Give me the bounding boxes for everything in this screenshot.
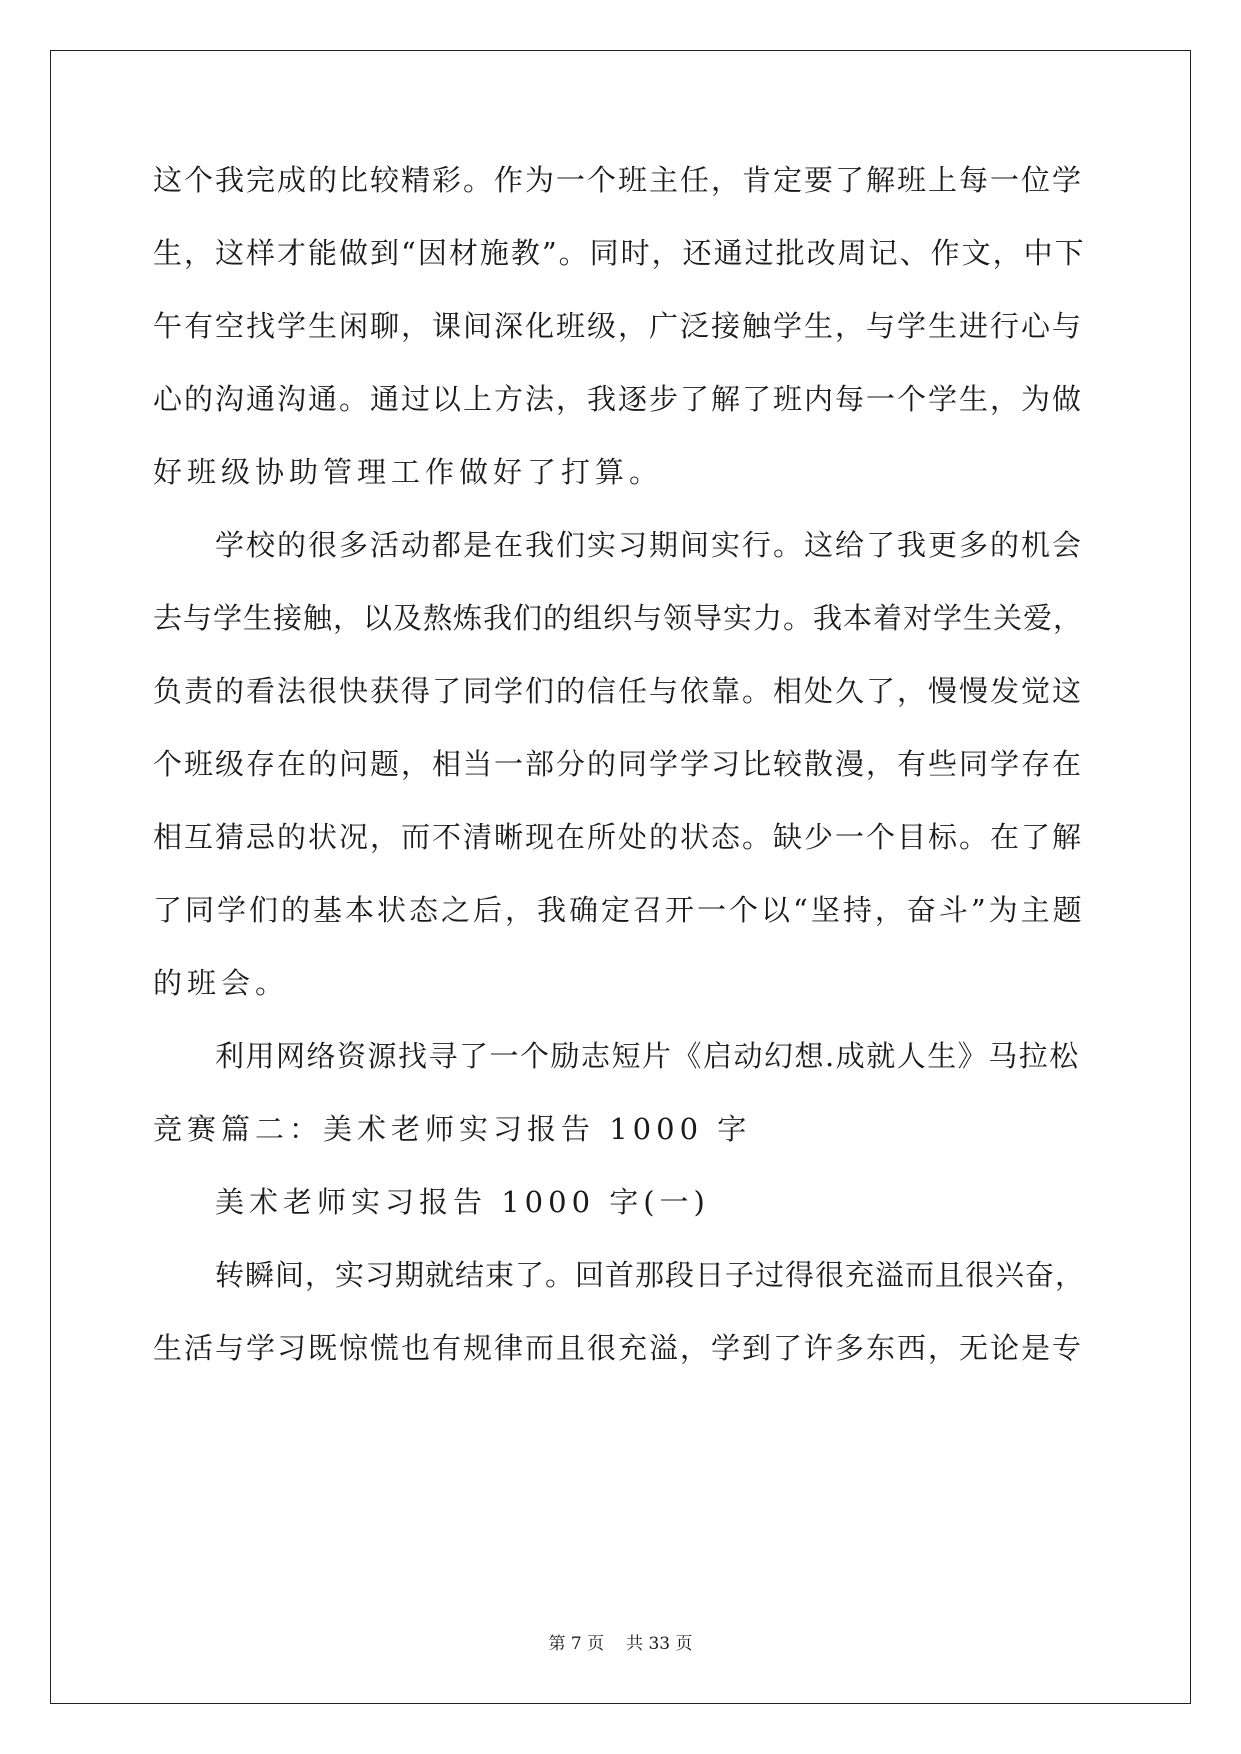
page-total: 共 33 页 — [626, 1634, 693, 1654]
text-line: 生，这样才能做到“因材施教”。同时，还通过批改周记、作文，中下 — [153, 236, 1086, 270]
text-line: 负责的看法很快获得了同学们的信任与依靠。相处久了，慢慢发觉这 — [153, 674, 1084, 708]
page-number: 第 7 页 — [548, 1634, 605, 1654]
text-line: 去与学生接触，以及熬炼我们的组织与领导实力。我本着对学生关爱， — [153, 601, 1084, 635]
text-line: 竞赛篇二：美术老师实习报告 1000 字 — [153, 1112, 752, 1146]
text-line: 个班级存在的问题，相当一部分的同学学习比较散漫，有些同学存在 — [153, 747, 1084, 781]
text-line: 好班级协助管理工作做好了打算。 — [153, 455, 664, 489]
text-line: 了同学们的基本状态之后，我确定召开一个以“坚持，奋斗”为主题 — [153, 893, 1085, 927]
text-line: 的班会。 — [153, 966, 290, 1000]
text-line: 学校的很多活动都是在我们实习期间实行。这给了我更多的机会 — [215, 528, 1084, 562]
text-line: 午有空找学生闲聊，课间深化班级，广泛接触学生，与学生进行心与 — [153, 309, 1084, 343]
page-footer — [0, 1632, 1241, 1656]
text-line: 相互猜忌的状况，而不清晰现在所处的状态。缺少一个目标。在了解 — [153, 820, 1084, 854]
text-line: 转瞬间，实习期就结束了。回首那段日子过得很充溢而且很兴奋， — [215, 1258, 1086, 1292]
text-line: 生活与学习既惊慌也有规律而且很充溢，学到了许多东西，无论是专 — [153, 1331, 1084, 1365]
text-line: 美术老师实习报告 1000 字(一) — [215, 1185, 710, 1219]
text-line: 利用网络资源找寻了一个励志短片《启动幻想.成就人生》马拉松 — [215, 1039, 1080, 1073]
text-line: 心的沟通沟通。通过以上方法，我逐步了解了班内每一个学生，为做 — [153, 382, 1084, 416]
page-border — [50, 50, 1191, 1704]
text-line: 这个我完成的比较精彩。作为一个班主任，肯定要了解班上每一位学 — [153, 163, 1084, 197]
